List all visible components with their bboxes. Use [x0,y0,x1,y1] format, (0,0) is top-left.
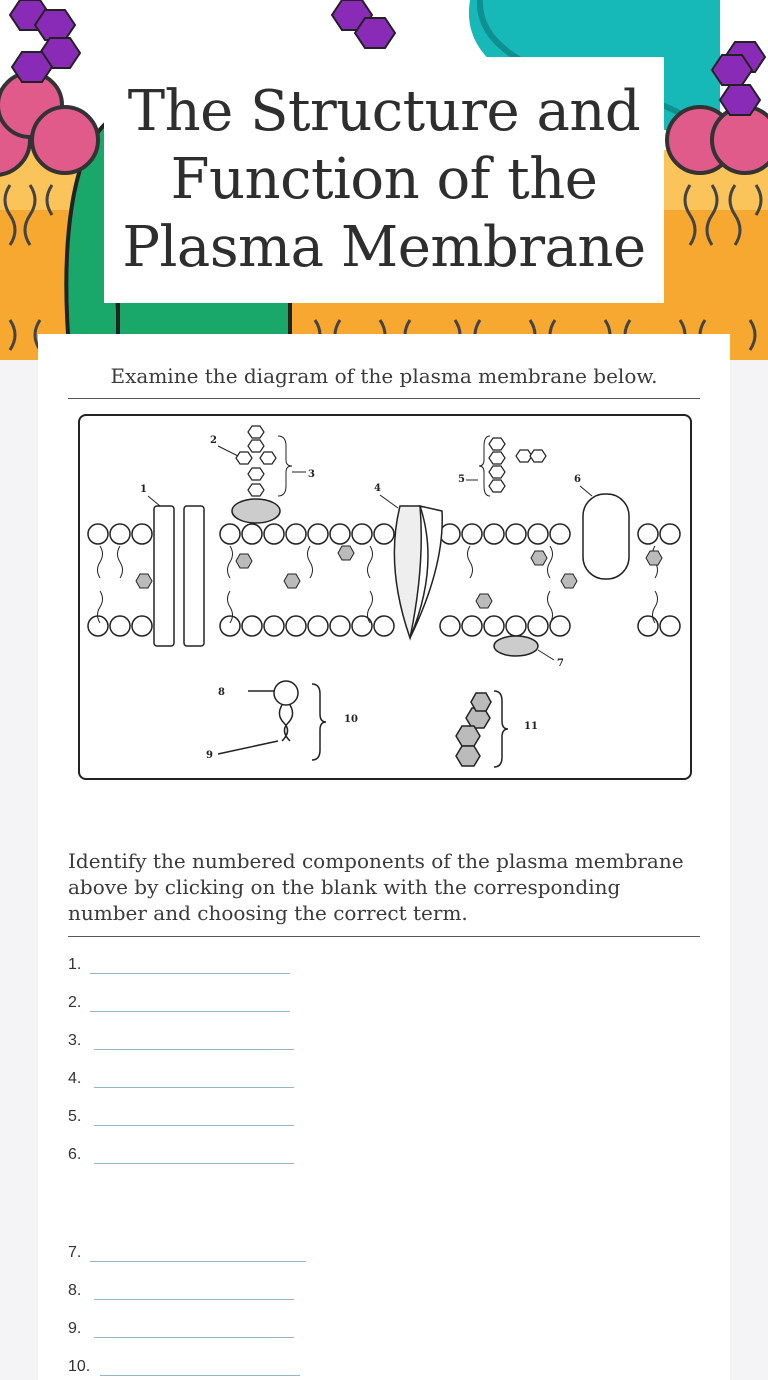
phospholipid-head [638,616,658,636]
phospholipid-head [110,616,130,636]
phospholipid-head [220,524,240,544]
phospholipid-head [550,524,570,544]
phospholipid-head [242,616,262,636]
phospholipid-head [308,616,328,636]
answer-blank-6[interactable] [94,1143,294,1164]
answer-number: 4. [68,1070,82,1087]
answer-row-2 [68,982,290,1012]
phospholipid-head [506,524,526,544]
phospholipid-head [528,616,548,636]
phospholipid-head [528,524,548,544]
answer-blank-5[interactable] [94,1105,294,1126]
answer-number: 9. [68,1320,82,1337]
diagram-label-11: 11 [524,721,538,732]
answer-row-4 [68,1058,294,1088]
phospholipid-head [440,524,460,544]
phospholipid-head [352,524,372,544]
phospholipid-head [264,524,284,544]
diagram-label-9: 9 [206,750,213,761]
phospholipid-head [638,524,658,544]
answer-row-8 [68,1270,294,1300]
phospholipid-head [550,616,570,636]
worksheet [38,334,730,1380]
diagram-label-2: 2 [210,435,217,446]
protein-1 [154,506,204,646]
diagram-label-10: 10 [344,714,358,725]
phospholipid-head [484,616,504,636]
answer-blank-9[interactable] [94,1317,294,1338]
phospholipid-head [264,616,284,636]
phospholipid-head [220,616,240,636]
phospholipid-head [462,616,482,636]
answer-blank-4[interactable] [94,1067,294,1088]
phospholipid-head [374,616,394,636]
examine-instruction: Examine the diagram of the plasma membrane below. [68,364,700,399]
phospholipid-head [242,524,262,544]
identify-instruction: Identify the numbered components of the plasma membrane above by clicking on the blank with the corresponding number and choosing the correct term. [68,848,700,937]
diagram-label-4: 4 [374,483,381,494]
phospholipid-head [132,524,152,544]
diagram-label-3: 3 [308,469,315,480]
answer-row-1 [68,944,290,974]
phospholipid-head [374,524,394,544]
answer-row-7 [68,1232,306,1262]
phospholipid-head [352,616,372,636]
answer-number: 8. [68,1282,82,1299]
diagram-label-5: 5 [458,474,465,485]
phospholipid-head [286,524,306,544]
phospholipid-head [506,616,526,636]
title-card [104,57,664,303]
page-title: The Structure and Function of the Plasma Membrane [122,79,646,280]
answer-blank-2[interactable] [90,991,290,1012]
answer-blank-8[interactable] [94,1279,294,1300]
membrane-diagram [78,414,692,780]
membrane-diagram-drawing [80,416,690,778]
answer-blank-1[interactable] [90,953,290,974]
answer-row-3 [68,1020,294,1050]
answer-row-5 [68,1096,294,1126]
answer-number: 2. [68,994,82,1011]
answer-number: 10. [68,1358,91,1375]
answer-blank-7[interactable] [90,1241,306,1262]
answer-blank-10[interactable] [100,1355,300,1376]
diagram-label-1: 1 [140,484,147,495]
answer-number: 5. [68,1108,82,1125]
phospholipid-head [308,524,328,544]
phospholipid-head [286,616,306,636]
phospholipid-head [660,524,680,544]
phospholipid-head [660,616,680,636]
diagram-label-8: 8 [218,687,225,698]
phospholipid-head [330,616,350,636]
answer-blank-3[interactable] [94,1029,294,1050]
phospholipid-head [440,616,460,636]
answer-number: 1. [68,956,82,973]
phospholipid-head [484,524,504,544]
phospholipid-head [132,616,152,636]
answer-row-10 [68,1346,300,1376]
answer-number: 3. [68,1032,82,1049]
phospholipid-head [330,524,350,544]
phospholipid-head [110,524,130,544]
phospholipid-head [88,524,108,544]
diagram-label-7: 7 [557,658,564,669]
answer-number: 7. [68,1244,82,1261]
phospholipid-head [462,524,482,544]
answer-number: 6. [68,1146,82,1163]
answer-row-9 [68,1308,294,1338]
diagram-label-6: 6 [574,474,581,485]
answer-row-6 [68,1134,294,1164]
